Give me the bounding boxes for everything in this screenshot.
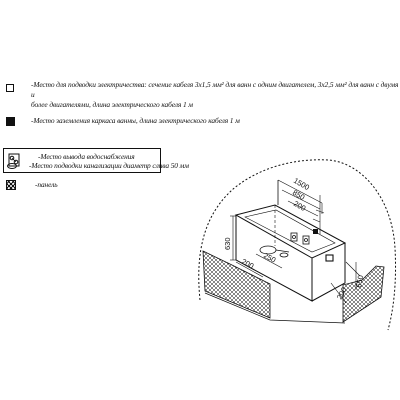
ground-box	[313, 229, 318, 234]
legend-water-text: -Место вывода водоснабжения	[38, 152, 135, 161]
power-box	[326, 255, 333, 261]
dim-1500-label: 1500	[292, 175, 311, 193]
legend-drain-text: -Место подводки канализации диаметр слива 50 мм	[29, 161, 189, 170]
legend-power-line1: -Место для подводки электричества: сечение кабеля 3х1,5 мм² для ванн с одним двигателем, 3х2,5 мм² для ванн с двумя и	[31, 80, 399, 99]
dim-200-top-label: 200	[292, 198, 308, 213]
legend-panel-text: -панель	[35, 180, 58, 189]
dim-200-left-label: 200	[240, 256, 256, 271]
dim-200-right-label: 200	[334, 285, 349, 301]
legend-power-line2: более двигателями, длина электрического кабеля 1 м	[31, 100, 193, 109]
dim-250-label: 250	[262, 250, 278, 265]
legend-ground-text: -Место заземления каркаса ванны, длина электрического кабеля 1 м	[31, 116, 240, 125]
left-panel	[203, 251, 270, 318]
right-panel	[343, 266, 384, 322]
dim-630-label: 630	[223, 237, 232, 250]
dim-850-label: 850	[291, 187, 307, 202]
dim-650-label: 650	[354, 274, 366, 289]
